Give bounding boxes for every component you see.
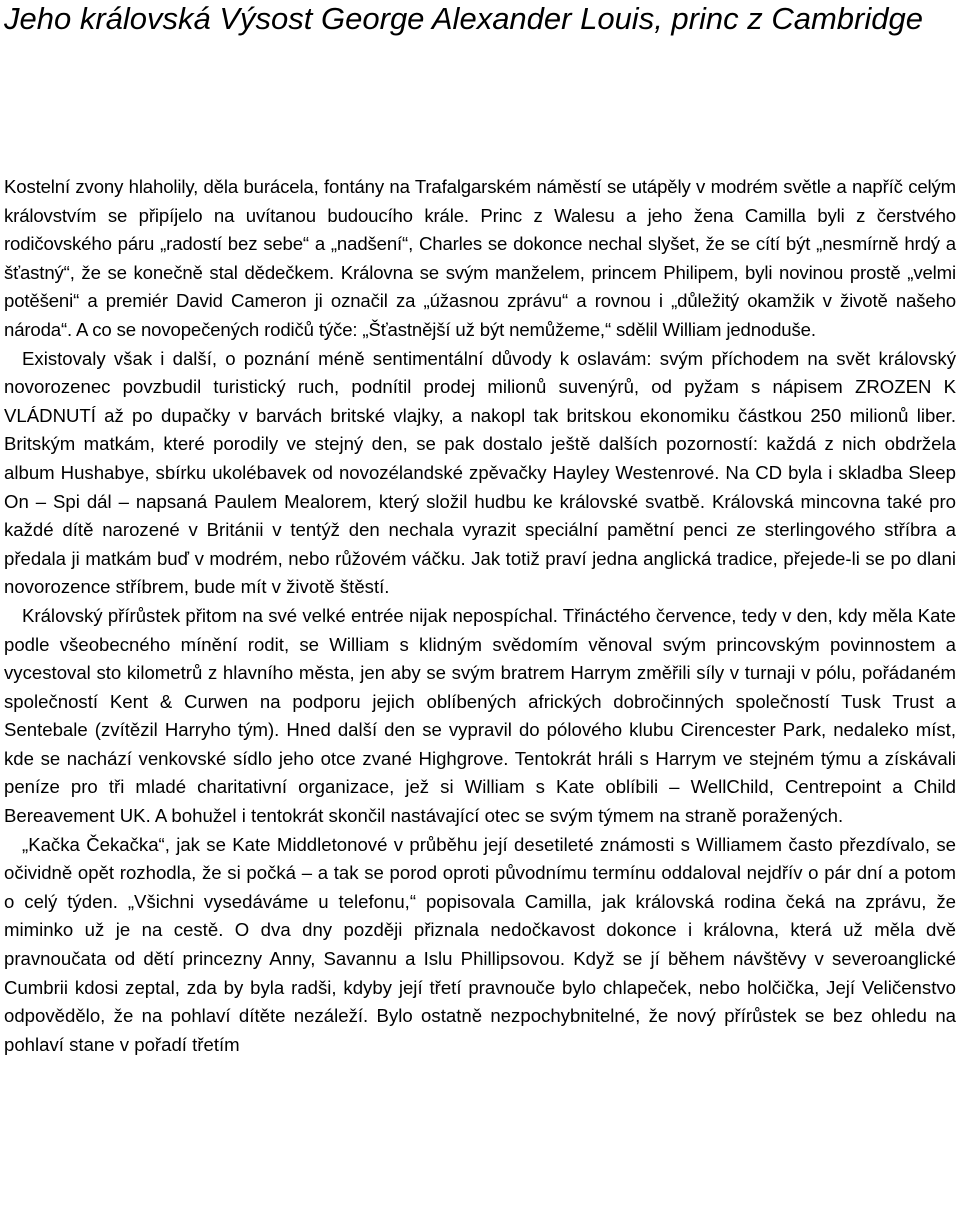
article-paragraph: „Kačka Čekačka“, jak se Kate Middletonové v průběhu její desetileté známosti s Williamem často přezdívalo, se očividně opět rozhodla, že si počká – a tak se porod oproti původnímu termínu oddaloval nejdřív o pár dní a potom o celý týden. „Všichni vysedáváme u telefonu,“ popisovala Camilla, jak královská rodina čeká na zprávu, že miminko už je na cestě. O dva dny později přiznala nedočkavost dokonce i královna, která už měla dvě pravnoučata od dětí princezny Anny, Savannu a Islu Phillipsovou. Když se jí během návštěvy v severoanglické Cumbrii kdosi zeptal, zda by byla radši, kdyby její třetí pravnouče bylo chlapeček, nebo holčička, Její Veličenstvo odpovědělo, že na pohlaví dítěte nezáleží. Bylo ostatně nezpochybnitelné, že nový přírůstek se bez ohledu na pohlaví stane v pořadí třetím (4, 833, 956, 1055)
article-title: Jeho královská Výsost George Alexander Louis, princ z Cambridge (4, 1, 923, 36)
article-paragraph: Kostelní zvony hlaholily, děla burácela, fontány na Trafalgarském náměstí se utápěly v modrém světle a napříč celým královstvím se připíjelo na uvítanou budoucího krále. Princ z Walesu a jeho žena Camilla byli z čerstvého rodičovského páru „radostí bez sebe“ a „nadšení“, Charles se dokonce nechal slyšet, že se cítí být „nesmírně hrdý a šťastný“, že se konečně stal dědečkem. Královna se svým manželem, princem Philipem, byli novinou prostě „velmi potěšeni“ a premiér David Cameron ji označil za „úžasnou zprávu“ a rovnou i „důležitý okamžik v životě našeho národa“. A co se novopečených rodičů týče: „Šťastnější už být nemůžeme,“ sdělil William jednoduše. (4, 176, 956, 340)
article-body (4, 173, 956, 1059)
article-paragraph: Existovaly však i další, o poznání méně sentimentální důvody k oslavám: svým příchodem na svět královský novorozenec povzbudil turistický ruch, podnítil prodej milionů suvenýrů, od pyžam s nápisem ZROZEN K VLÁDNUTÍ až po dupačky v barvách britské vlajky, a nakopl tak britskou ekonomiku částkou 250 milionů liber. Britským matkám, které porodily ve stejný den, se pak dostalo ještě dalších pozorností: každá z nich obdržela album Hushabye, sbírku ukolébavek od novozélandské zpěvačky Hayley Westenrové. Na CD byla i skladba Sleep On – Spi dál – napsaná Paulem Mealorem, který složil hudbu ke královské svatbě. Královská mincovna také pro každé dítě narozené v Británii v tentýž den nechala vyrazit speciální pamětní penci ze sterlingového stříbra a předala ji matkám buď v modrém, nebo růžovém váčku. Jak totiž praví jedna anglická tradice, přejede-li se po dlani novorozence stříbrem, bude mít v životě štěstí. (4, 347, 956, 598)
article-paragraph: Královský přírůstek přitom na své velké entrée nijak nepospíchal. Třináctého července, tedy v den, kdy měla Kate podle všeobecného mínění rodit, se William s klidným svědomím věnoval svým princovským povinnostem a vycestoval sto kilometrů z hlavního města, jen aby se svým bratrem Harrym změřili síly v turnaji v pólu, pořádaném společností Kent & Curwen na podporu jejich oblíbených afrických dobročinných společností Tusk Trust a Sentebale (zvítězil Harryho tým). Hned další den se vypravil do pólového klubu Cirencester Park, nedaleko míst, kde se nachází venkovské sídlo jeho otce zvané Highgrove. Tentokrát hráli s Harrym ve stejném týmu a získávali peníze pro tři mladé charitativní organizace, jež si William s Kate oblíbili – WellChild, Centrepoint a Child Bereavement UK. A bohužel i tentokrát skončil nastávající otec se svým týmem na straně poražených. (4, 604, 956, 827)
